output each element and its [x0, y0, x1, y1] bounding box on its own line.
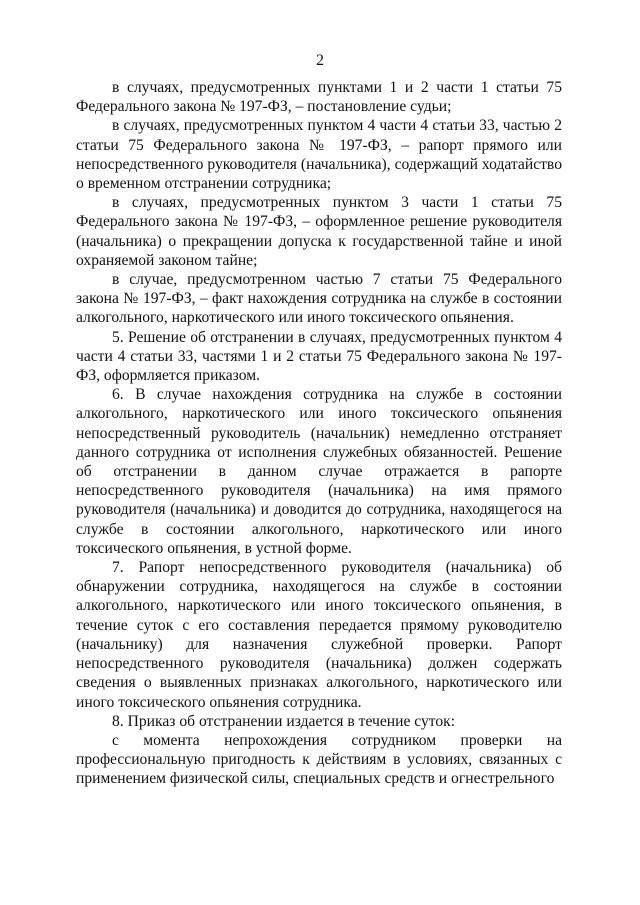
paragraph: с момента непрохождения сотрудником проверки на профессиональную пригодность к действиям в условиях, связанных с применением физической силы, специальных средств и огнестрельного: [76, 731, 562, 788]
page-number: 2: [316, 52, 324, 69]
paragraph-item-7: 7. Рапорт непосредственного руководителя (начальника) об обнаружении сотрудника, находящегося на службе в состоянии алкогольного, наркотического или иного токсического опьянения, в течение суток с его составления передается прямому руководителю (начальнику) для назначения служебной проверки. Рапорт непосредственного руководителя (начальника) должен содержать сведения о выявленных признаках алкогольного, наркотического или иного токсического опьянения сотрудника.: [76, 559, 562, 711]
paragraph-item-8: 8. Приказ об отстранении издается в течение суток:: [112, 712, 456, 730]
paragraph: в случаях, предусмотренных пунктами 1 и 2 части 1 статьи 75 Федерального закона № 197-ФЗ, – постановление судьи;: [76, 79, 562, 116]
document-body: [76, 78, 562, 789]
paragraph-item-5: 5. Решение об отстранении в случаях, предусмотренных пунктом 4 части 4 статьи 33, частями 1 и 2 статьи 75 Федерального закона № 197-ФЗ, оформляется приказом.: [76, 328, 562, 385]
paragraph-item-6: 6. В случае нахождения сотрудника на службе в состоянии алкогольного, наркотического или иного токсического опьянения непосредственный руководитель (начальник) немедленно отстраняет данного сотрудника от исполнения служебных обязанностей. Решение об отстранении в данном случае отражается в рапорте непосредственного руководителя (начальника) на имя прямого руководителя (начальника) и доводится до сотрудника, находящегося на службе в состоянии алкогольного, наркотического или иного токсического опьянения, в устной форме.: [76, 386, 562, 557]
paragraph: в случаях, предусмотренных пунктом 4 части 4 статьи 33, частью 2 статьи 75 Федерального закона № 197-ФЗ, – рапорт прямого или непосредственного руководителя (начальника), содержащий ходатайство о временном отстранении сотрудника;: [76, 117, 562, 193]
paragraph: в случае, предусмотренном частью 7 статьи 75 Федерального закона № 197-ФЗ, – факт нахождения сотрудника на службе в состоянии алкогольного, наркотического или иного токсического опьянения.: [76, 271, 562, 327]
paragraph: в случаях, предусмотренных пунктом 3 части 1 статьи 75 Федерального закона № 197-ФЗ, – оформленное решение руководителя (начальника) о прекращении допуска к государственной тайне и иной охраняемой законом тайне;: [76, 194, 562, 269]
